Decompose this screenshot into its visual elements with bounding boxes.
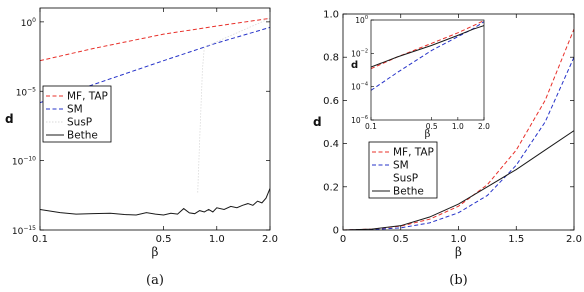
- a-legend-label: SusP: [67, 116, 93, 129]
- panel-b: [313, 10, 582, 289]
- a-xtick-label: 0.1: [32, 234, 48, 245]
- inset-xtick-label: 1.0: [451, 122, 464, 131]
- inset-ylabel: d: [351, 60, 359, 71]
- inset-ytick-label: $10^{-6}$: [351, 115, 368, 125]
- inset-xtick-label: 2.0: [478, 122, 490, 131]
- b-xtick-label: 1.0: [450, 234, 467, 245]
- b-ytick-label: 0.2: [323, 182, 339, 194]
- a-ytick-label: $10^0$: [20, 16, 36, 29]
- b-xtick-label: 0.5: [392, 234, 409, 245]
- b-ytick-label: 0.4: [323, 139, 339, 151]
- a-xtick-label: 0.5: [155, 234, 172, 245]
- b-legend-label: SM: [393, 159, 409, 172]
- b-xlabel: β: [455, 245, 462, 259]
- inset-ytick-label: $10^0$: [355, 15, 368, 25]
- a-xtick-label: 2.0: [262, 234, 278, 245]
- a-ytick-label: $10^{-10}$: [11, 155, 36, 168]
- a-ylabel: d: [5, 112, 14, 126]
- a-ytick-label: $10^{-5}$: [15, 86, 36, 99]
- a-series-susp: [198, 18, 270, 192]
- inset-xtick-label: 0.1: [365, 122, 377, 131]
- b-xtick-label: 0: [339, 234, 347, 245]
- inset-ytick-label: $10^{-4}$: [351, 81, 368, 92]
- b-caption: (b): [449, 273, 468, 288]
- b-xtick-label: 1.5: [508, 234, 525, 245]
- b-xtick-label: 2.0: [566, 234, 582, 245]
- b-legend-label: Bethe: [393, 185, 424, 198]
- a-ytick-label: $10^{-15}$: [11, 225, 36, 237]
- a-xtick-label: 1.0: [208, 234, 225, 245]
- b-ylabel: d: [313, 115, 322, 129]
- a-legend-label: Bethe: [67, 129, 98, 142]
- a-legend-label: MF, TAP: [67, 90, 108, 103]
- panel-a: [5, 8, 278, 288]
- b-ytick-label: 1.0: [323, 9, 339, 21]
- b-ytick-label: 0.6: [323, 95, 339, 107]
- b-legend-label: SusP: [393, 172, 419, 185]
- inset-background: [371, 20, 484, 120]
- a-legend-label: SM: [67, 103, 83, 116]
- a-series-bethe: [40, 188, 270, 215]
- a-caption: (a): [146, 273, 164, 288]
- inset-ytick-label: $10^{-2}$: [351, 48, 368, 59]
- inset-xtick-label: 0.5: [425, 122, 438, 131]
- b-ytick-label: 0: [332, 225, 339, 237]
- a-series-mf-tap: [40, 18, 270, 60]
- inset-xlabel: β: [424, 129, 431, 140]
- b-legend-label: MF, TAP: [393, 146, 434, 159]
- b-ytick-label: 0.8: [323, 52, 339, 64]
- a-xlabel: β: [151, 245, 159, 259]
